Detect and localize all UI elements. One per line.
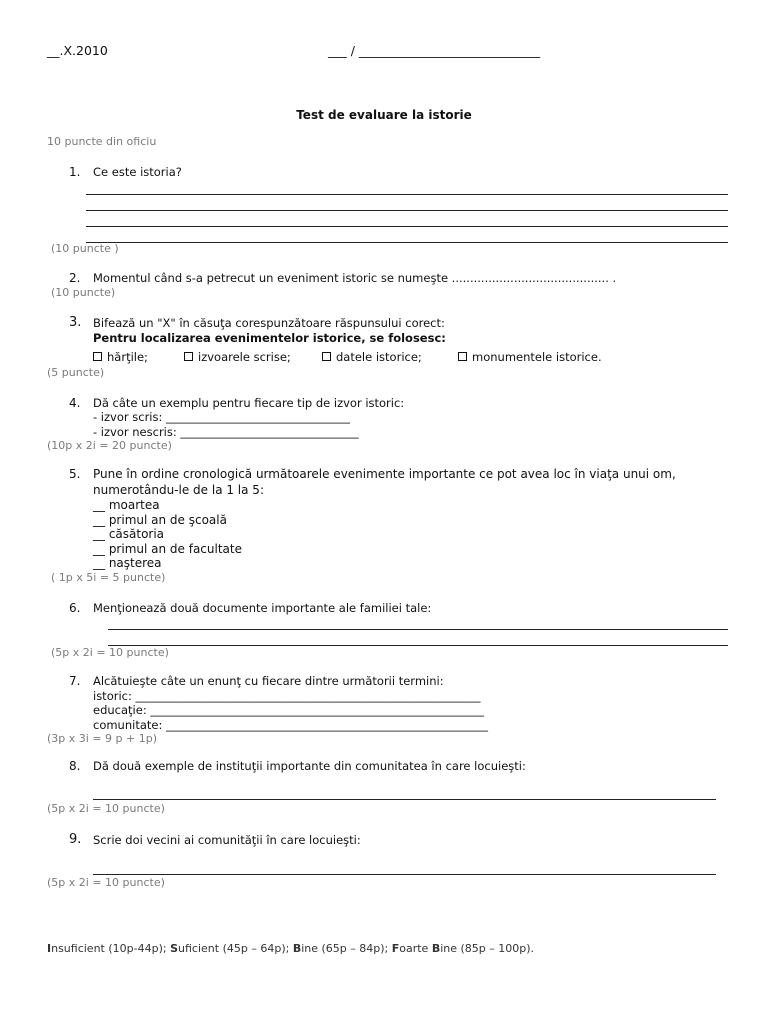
question-5-points: ( 1p x 5i = 5 puncte) [51, 571, 166, 584]
answer-line [108, 645, 728, 646]
question-1-number: 1. [69, 165, 81, 179]
question-4-points: (10p x 2i = 20 puncte) [47, 439, 172, 452]
answer-line [86, 226, 728, 227]
answer-line [93, 799, 716, 800]
list-item: __ căsătoria [93, 527, 165, 541]
option-label: hărţile; [107, 350, 148, 364]
list-item: - izvor scris: ________________________________ [93, 410, 351, 424]
question-1-points: (10 puncte ) [51, 242, 119, 255]
question-3-text: Bifează un "X" în căsuţa corespunzătoare răspunsului corect: [93, 316, 445, 330]
grading-letter: B [431, 942, 441, 955]
question-4-text: Dă câte un exemplu pentru fiecare tip de izvor istoric: [93, 396, 405, 410]
question-5-text-cont: numerotându-le de la 1 la 5: [93, 483, 264, 497]
grading-letter: B [292, 942, 302, 955]
question-3-number: 3. [69, 315, 82, 330]
question-5-number: 5. [69, 467, 81, 481]
question-9-text: Scrie doi vecini ai comunităţii în care locuieşti: [93, 833, 361, 847]
grading-text: nsuficient (10p-44p); [51, 942, 171, 955]
question-9-points: (5p x 2i = 10 puncte) [47, 876, 165, 889]
grading-letter: S [170, 942, 179, 955]
grading-letter: I [47, 942, 52, 955]
question-1-text: Ce este istoria? [93, 165, 182, 179]
option-label: datele istorice; [336, 350, 422, 364]
question-2-points: (10 puncte) [51, 286, 116, 299]
answer-line [108, 629, 728, 630]
list-item: educaţie: __________________________________________________________ [93, 703, 484, 717]
answer-line [86, 194, 728, 195]
grading-text: uficient (45p – 64p); [178, 942, 293, 955]
question-8-number: 8. [69, 759, 81, 773]
question-3-points: (5 puncte) [47, 366, 105, 379]
question-2-number: 2. [69, 271, 81, 285]
option-checkbox[interactable] [93, 350, 148, 364]
question-7-points: (3p x 3i = 9 p + 1p) [47, 732, 157, 745]
checkbox-icon[interactable] [322, 352, 331, 361]
checkbox-icon[interactable] [458, 352, 467, 361]
list-item: __ naşterea [93, 556, 162, 570]
question-6-text: Menţionează două documente importante ale familiei tale: [93, 601, 432, 615]
grading-text: ine (85p – 100p). [440, 942, 535, 955]
answer-line [86, 242, 728, 243]
answer-line [86, 210, 728, 211]
question-6-number: 6. [69, 601, 81, 615]
list-item: comunitate: ________________________________________________________ [93, 718, 489, 732]
question-5-text: Pune în ordine cronologică următoarele evenimente importante ce pot avea loc în viaţa unui om, [93, 467, 676, 481]
option-checkbox[interactable] [322, 350, 422, 364]
option-checkbox[interactable] [458, 350, 602, 364]
list-item: istoric: ____________________________________________________________ [93, 689, 481, 703]
checkbox-icon[interactable] [93, 352, 102, 361]
question-8-text: Dă două exemple de instituţii importante din comunitatea în care locuieşti: [93, 759, 526, 773]
date-field: __.X.2010 [47, 43, 108, 58]
answer-line [93, 874, 716, 875]
question-4-number: 4. [69, 396, 81, 410]
question-7-text: Alcătuieşte câte un enunţ cu fiecare dintre următorii termini: [93, 674, 444, 688]
class-name-field: ___ / _____________________________ [328, 43, 541, 58]
grading-text: oarte [399, 942, 432, 955]
list-item: - izvor nescris: _______________________________ [93, 425, 359, 439]
checkbox-icon[interactable] [184, 352, 193, 361]
list-item: __ primul an de şcoală [93, 513, 227, 527]
question-8-points: (5p x 2i = 10 puncte) [47, 802, 165, 815]
grading-letter: F [391, 942, 400, 955]
grading-text: ine (65p – 84p); [301, 942, 392, 955]
page-title: Test de evaluare la istorie [296, 108, 472, 122]
question-6-points: (5p x 2i = 10 puncte) [51, 646, 169, 659]
bonus-note: 10 puncte din oficiu [47, 135, 157, 148]
grading-scale [47, 942, 534, 955]
list-item: __ primul an de facultate [93, 542, 242, 556]
option-checkbox[interactable] [184, 350, 291, 364]
option-label: monumentele istorice. [472, 350, 602, 364]
question-3-subtitle: Pentru localizarea evenimentelor istorice, se folosesc: [93, 331, 446, 345]
list-item: __ moartea [93, 498, 160, 512]
option-label: izvoarele scrise; [198, 350, 291, 364]
question-7-number: 7. [69, 674, 81, 688]
question-9-number: 9. [69, 832, 82, 847]
question-2-text: Momentul când s-a petrecut un eveniment istoric se numeşte ........................................... . [93, 271, 617, 285]
